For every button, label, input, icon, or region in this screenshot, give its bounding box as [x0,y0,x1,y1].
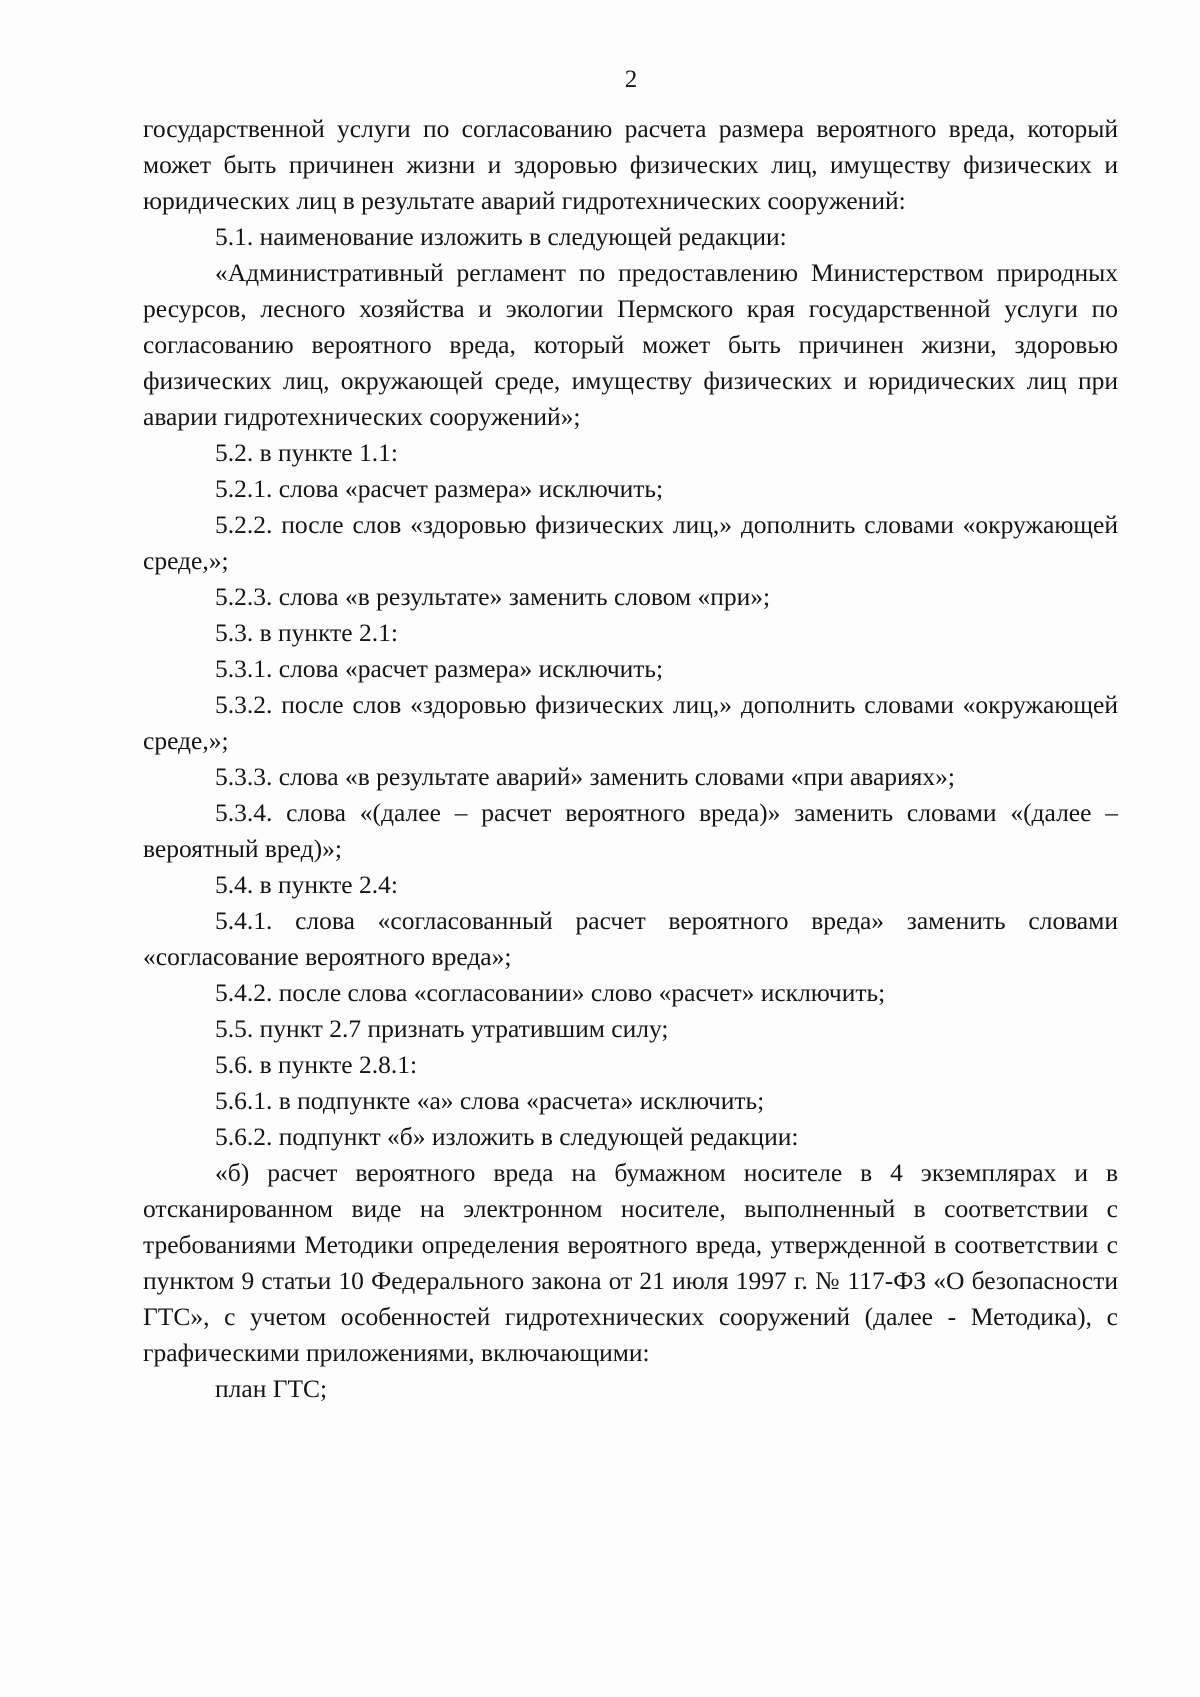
paragraph-subitem-b: «б) расчет вероятного вреда на бумажном носителе в 4 экземплярах и в отсканированном виде на электронном носителе, выполненный в соответствии с требованиями Методики определения вероятного вреда, утвержденной в соответствии с пунктом 9 статьи 10 Федерального закона от 21 июля 1997 г. № 117-ФЗ «О безопасности ГТС», с учетом особенностей гидротехнических сооружений (далее - Методика), с графическими приложениями, включающими: [143,1158,1118,1367]
document-body [143,111,1118,1407]
paragraph-5-2-2: 5.2.2. после слов «здоровью физических лиц,» дополнить словами «окружающей среде,»; [143,510,1118,575]
paragraph-5-2: 5.2. в пункте 1.1: [215,438,398,467]
paragraph-5-2-1: 5.2.1. слова «расчет размера» исключить; [215,474,664,503]
paragraph-5-4-2: 5.4.2. после слова «согласовании» слово «расчет» исключить; [215,978,886,1007]
paragraph-5-4: 5.4. в пункте 2.4: [215,870,398,899]
paragraph-quoted-title: «Административный регламент по предоставлению Министерством природных ресурсов, лесного хозяйства и экологии Пермского края государственной услуги по согласованию вероятного вреда, который может быть причинен жизни, здоровью физических лиц, окружающей среде, имуществу физических и юридических лиц при аварии гидротехнических сооружений»; [143,258,1118,431]
page-number: 2 [624,66,638,93]
paragraph-5-5: 5.5. пункт 2.7 признать утратившим силу; [215,1014,669,1043]
paragraph-5-6: 5.6. в пункте 2.8.1: [215,1050,418,1079]
paragraph-5-3-4: 5.3.4. слова «(далее – расчет вероятного вреда)» заменить словами «(далее – вероятный вред)»; [143,798,1118,863]
paragraph-5-3-3: 5.3.3. слова «в результате аварий» заменить словами «при авариях»; [215,762,955,791]
paragraph-5-3: 5.3. в пункте 2.1: [215,618,398,647]
paragraph-5-6-2: 5.6.2. подпункт «б» изложить в следующей редакции: [215,1122,799,1151]
paragraph-continuation: государственной услуги по согласованию расчета размера вероятного вреда, который может быть причинен жизни и здоровью физических лиц, имуществу физических и юридических лиц в результате аварий гидротехнических сооружений: [143,114,1118,215]
paragraph-5-4-1: 5.4.1. слова «согласованный расчет вероятного вреда» заменить словами «согласование вероятного вреда»; [143,906,1118,971]
paragraph-5-3-1: 5.3.1. слова «расчет размера» исключить; [215,654,664,683]
paragraph-5-1: 5.1. наименование изложить в следующей редакции: [215,222,787,251]
paragraph-5-6-1: 5.6.1. в подпункте «а» слова «расчета» исключить; [215,1086,765,1115]
paragraph-plan-gts: план ГТС; [215,1374,328,1403]
paragraph-5-2-3: 5.2.3. слова «в результате» заменить словом «при»; [215,582,771,611]
paragraph-5-3-2: 5.3.2. после слов «здоровью физических лиц,» дополнить словами «окружающей среде,»; [143,690,1118,755]
